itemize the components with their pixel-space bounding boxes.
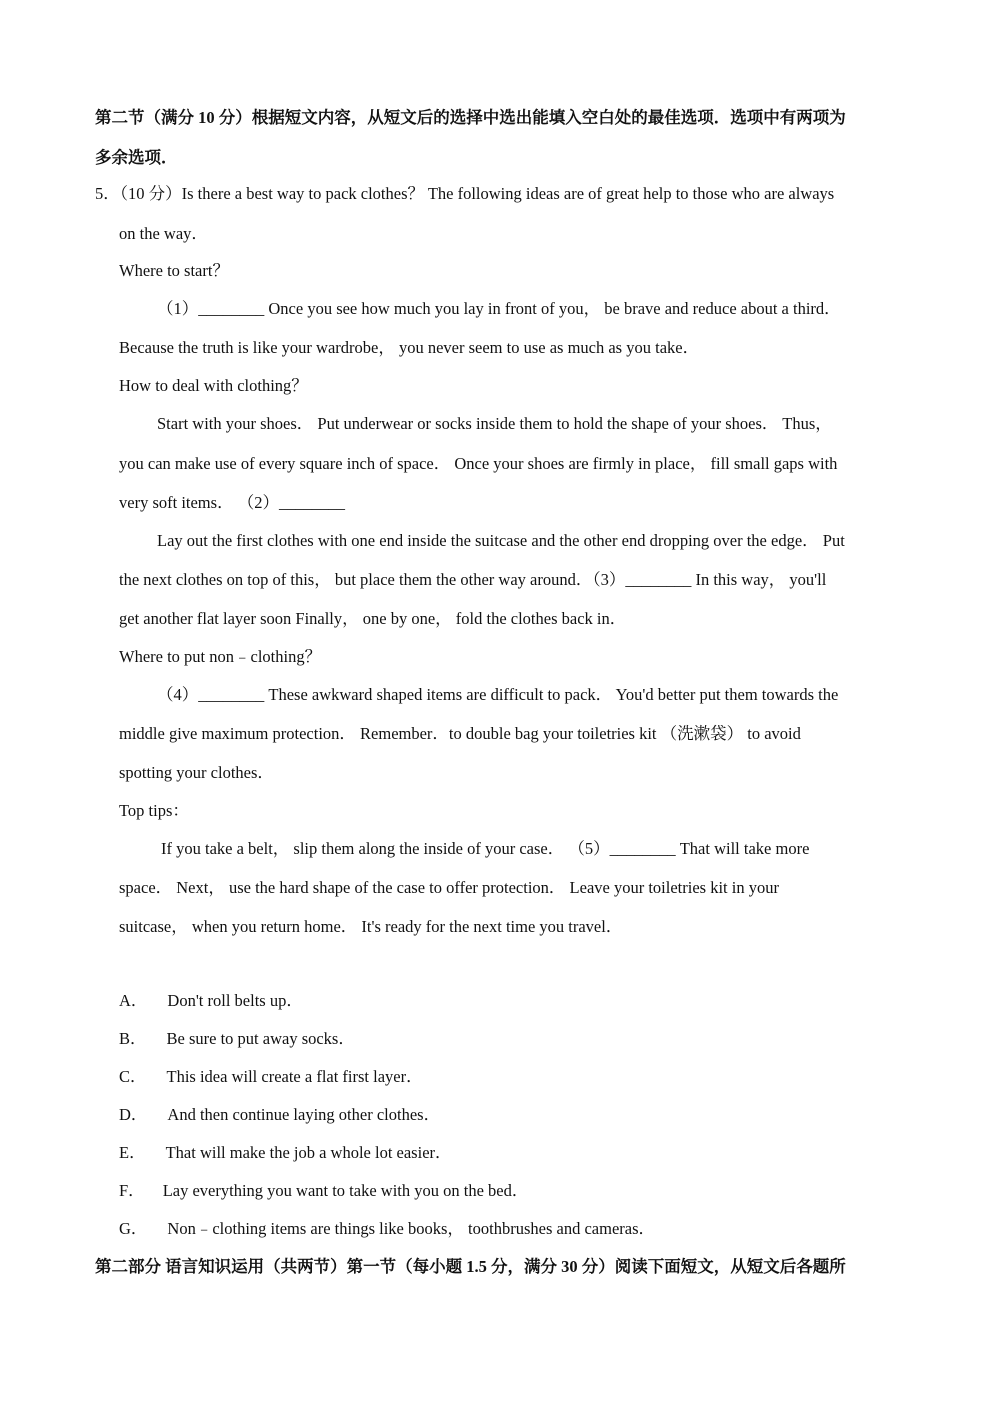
paragraph2-line3: very soft items． （2）________ — [119, 493, 345, 512]
option-g — [119, 1219, 655, 1239]
paragraph4-line2: middle give maximum protection． Remember．to double bag your toiletries kit （洗漱袋） to avoid — [119, 724, 801, 743]
heading-non-clothing: Where to put non﹣clothing？ — [119, 647, 322, 666]
question-intro-line1: 5．（10 分）Is there a best way to pack clothes？ The following ideas are of great help to those who are always — [95, 184, 835, 203]
question-intro-line2: on the way． — [119, 224, 208, 243]
option-letter: B． — [119, 1029, 147, 1048]
section-header-line1: 第二节（满分 10 分）根据短文内容，从短文后的选择中选出能填入空白处的最佳选项．选项中有两项为 — [95, 108, 846, 127]
option-d — [119, 1105, 440, 1125]
paragraph2-line2: you can make use of every square inch of space． Once your shoes are firmly in place， fill small gaps with — [119, 454, 838, 473]
section-header-line2: 多余选项． — [95, 148, 178, 167]
paragraph5-line3: suitcase， when you return home． It's ready for the next time you travel． — [119, 917, 623, 936]
option-c — [119, 1067, 423, 1087]
option-letter: A． — [119, 991, 148, 1010]
heading-top-tips: Top tips： — [119, 801, 189, 820]
option-b — [119, 1029, 355, 1049]
paragraph2-line1: Start with your shoes． Put underwear or socks inside them to hold the shape of your shoes． Thus， — [157, 414, 832, 433]
heading-clothing: How to deal with clothing？ — [119, 376, 308, 395]
paragraph5-line1: If you take a belt， slip them along the inside of your case． （5）________ That will take more — [161, 839, 810, 858]
paragraph3-line3: get another flat layer soon Finally， one by one， fold the clothes back in． — [119, 609, 627, 628]
paragraph1-line1: （1）________ Once you see how much you lay in front of you， be brave and reduce about a third． — [157, 299, 841, 318]
option-text: Non﹣clothing items are things like books， toothbrushes and cameras． — [167, 1219, 656, 1238]
paragraph5-line2: space． Next， use the hard shape of the case to offer protection． Leave your toiletries kit in your — [119, 878, 779, 897]
option-a — [119, 991, 303, 1011]
heading-where-to-start: Where to start？ — [119, 261, 229, 280]
option-text: That will make the job a whole lot easier． — [165, 1143, 452, 1162]
paragraph3-line1: Lay out the first clothes with one end inside the suitcase and the other end dropping over the edge． Put — [157, 531, 845, 550]
option-e — [119, 1143, 452, 1163]
paragraph1-line2: Because the truth is like your wardrobe， you never seem to use as much as you take． — [119, 338, 700, 357]
option-text: This idea will create a flat first layer． — [166, 1067, 423, 1086]
option-letter: G． — [119, 1219, 148, 1238]
option-text: Lay everything you want to take with you on the bed． — [162, 1181, 529, 1200]
option-text: And then continue laying other clothes． — [167, 1105, 441, 1124]
option-letter: D． — [119, 1105, 148, 1124]
paragraph4-line1: （4）________ These awkward shaped items are difficult to pack． You'd better put them towards the — [157, 685, 839, 704]
option-text: Be sure to put away socks． — [166, 1029, 355, 1048]
option-letter: E． — [119, 1143, 146, 1162]
option-letter: C． — [119, 1067, 147, 1086]
option-letter: F． — [119, 1181, 145, 1200]
option-text: Don't roll belts up． — [167, 991, 303, 1010]
paragraph3-line2: the next clothes on top of this， but place them the other way around．（3）________ In this way， you'll — [119, 570, 827, 589]
option-f — [119, 1181, 528, 1201]
paragraph4-line3: spotting your clothes． — [119, 763, 274, 782]
part2-header: 第二部分 语言知识运用（共两节）第一节（每小题 1.5 分，满分 30 分）阅读下面短文，从短文后各题所 — [95, 1257, 846, 1276]
